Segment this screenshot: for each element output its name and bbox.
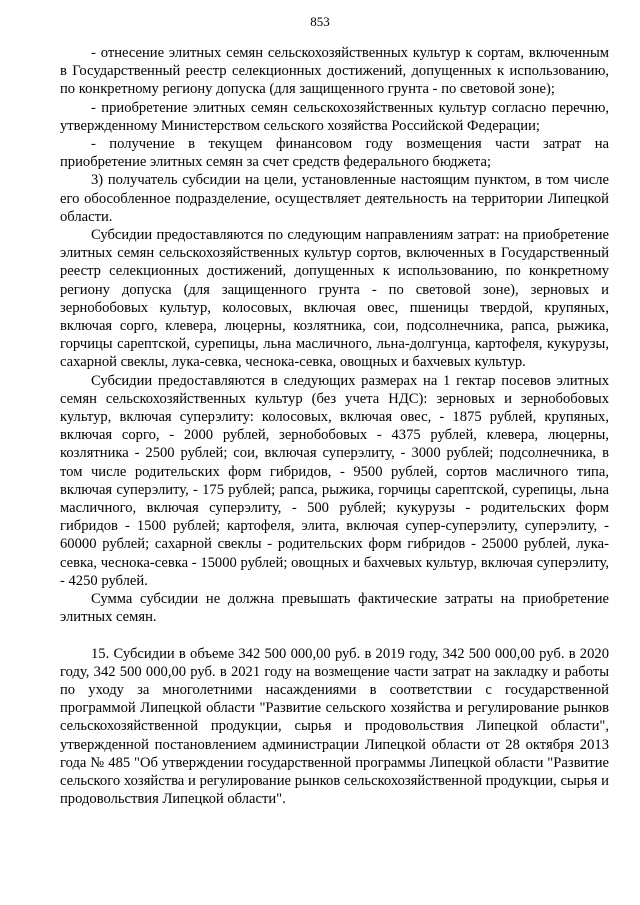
paragraph-subsidy-limit: Сумма субсидии не должна превышать фактические затраты на приобретение элитных семян. [60,591,609,626]
paragraph-subsidy-directions: Субсидии предоставляются по следующим направлениям затрат: на приобретение элитных семян сельскохозяйственных культур сортов, включенных в Государственный реестр селекционных достижений, допущенных к использованию, по конкретному региону допуска (для защищенного грунта - по световой зоне), зерновых и зернобобовых культур, колосовых, включая овес, пшеницы твердой, крупяных, включая сорго, клевера, люцерны, козлятника, сои, подсолнечника, рапса, рыжика, горчицы сарептской, сурепицы, льна масличного, льна-долгунца, картофеля, кукурузы, сахарной свеклы, лука-севка, чеснока-севка, овощных и бахчевых культур. [60,227,609,371]
paragraph-bullet-federal-refund: - получение в текущем финансовом году возмещения части затрат на приобретение элитных семян за счет средств федерального бюджета; [60,136,609,171]
document-body [60,44,609,808]
paragraph-subsidy-rates: Субсидии предоставляются в следующих размерах на 1 гектар посевов элитных семян сельскохозяйственных культур (без учета НДС): зерновых и зернобобовых культур, включая суперэлиту: колосовых, включая овес, - 1875 рублей, крупяных, включая сорго, - 2000 рублей, зернобобовых - 4375 рублей, клевера, люцерны, козлятника - 2500 рублей; сои, включая суперэлиту, - 3000 рублей; подсолнечника, в том числе родительских форм гибридов, - 9500 рублей, сортов масличного типа, включая суперэлиту, - 175 рублей; рапса, рыжика, горчицы сарептской, сурепицы, льна масличного, включая суперэлиту, - 500 рублей; кукурузы - родительских форм гибридов - 1500 рублей; картофеля, элита, включая супер-суперэлиту, суперэлиту, - 60000 рублей; сахарной свеклы - родительских форм гибридов - 25000 рублей, лука-севка, чеснока-севка - 15000 рублей; овощных и бахчевых культур, включая суперэлиту, - 4250 рублей. [60,372,609,589]
paragraph-item-15: 15. Субсидии в объеме 342 500 000,00 руб. в 2019 году, 342 500 000,00 руб. в 2020 году, 342 500 000,00 руб. в 2021 году на возмещение части затрат на закладку и работы по уходу за многолетними насаждениями в соответствии с государственной программой Липецкой области "Развитие сельского хозяйства и регулирование рынков сельскохозяйственной продукции, сырья и продовольствия Липецкой области", утвержденной постановлением администрации Липецкой области от 28 октября 2013 года № 485 "Об утверждении государственной программы Липецкой области "Развитие сельского хозяйства и регулирование рынков сельскохозяйственной продукции, сырья и продовольствия Липецкой области". [60,645,609,808]
paragraph-bullet-seed-list: - приобретение элитных семян сельскохозяйственных культур согласно перечню, утвержденному Министерством сельского хозяйства Российской Федерации; [60,99,609,134]
paragraph-recipient-condition: 3) получатель субсидии на цели, установленные настоящим пунктом, в том числе его обособленное подразделение, осуществляет деятельность на территории Липецкой области. [60,172,609,225]
paragraph-bullet-varieties: - отнесение элитных семян сельскохозяйственных культур к сортам, включенным в Государственный реестр селекционных достижений, допущенных к использованию, по конкретному региону допуска (для защищенного грунта - по световой зоне); [60,45,609,98]
page-number: 853 [310,14,330,29]
